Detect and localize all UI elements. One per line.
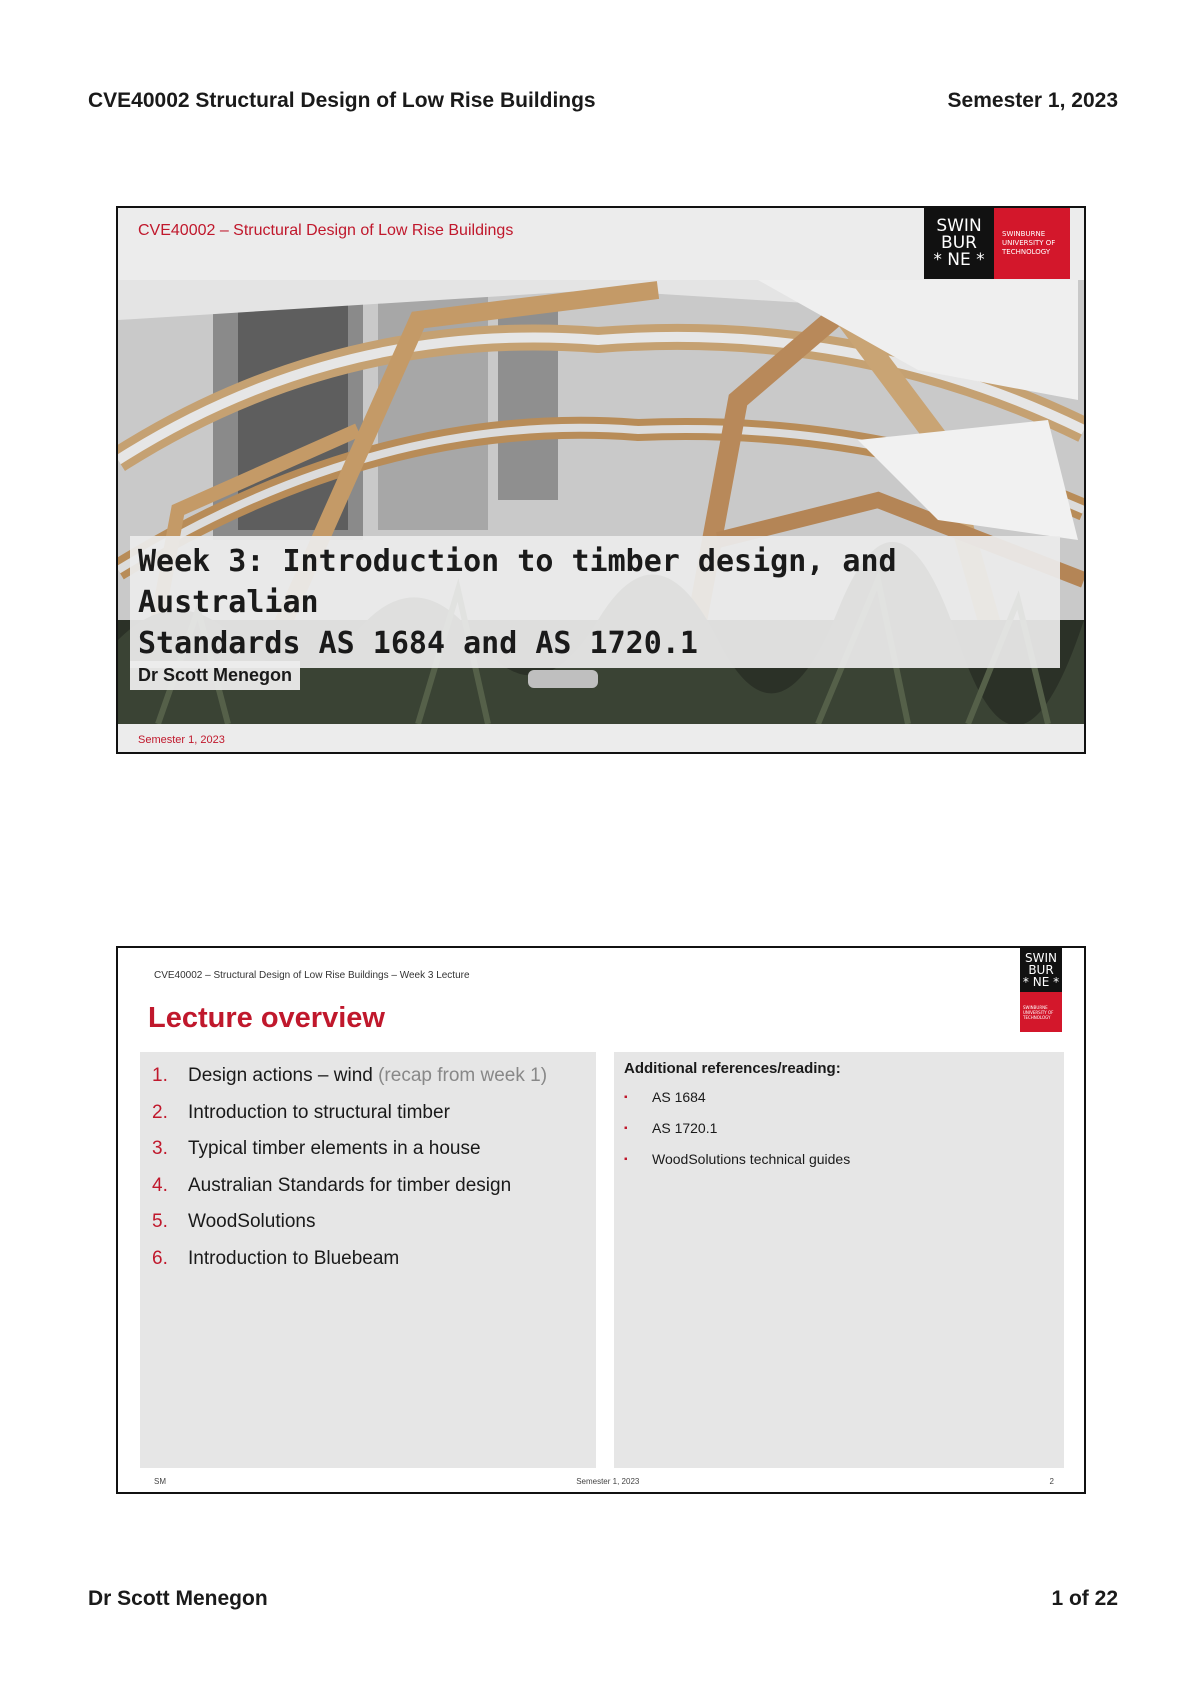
overview-item-text: [188, 1065, 547, 1087]
references-heading: Additional references/reading:: [624, 1060, 841, 1077]
document-semester: Semester 1, 2023: [947, 89, 1118, 112]
logo-tagline-1: SWINBURNE: [1023, 1004, 1048, 1010]
slide-title: [130, 536, 1060, 668]
page-counter: 1 of 22: [1051, 1587, 1118, 1610]
overview-item-number: 4.: [152, 1174, 168, 1196]
logo-tagline-2: UNIVERSITY OF: [1002, 238, 1056, 247]
bullet-icon: ▪: [624, 1123, 628, 1134]
slide-2-lecture-overview: [116, 946, 1086, 1494]
overview-item-number: 5.: [152, 1211, 168, 1233]
logo-line-1: SWIN: [1025, 950, 1057, 965]
logo-tagline-3: TECHNOLOGY: [1023, 1014, 1051, 1020]
swinburne-logo: [1020, 948, 1062, 1032]
overview-panel: [140, 1052, 596, 1468]
slide-title-line-1: Week 3: Introduction to timber design, and Australian: [138, 544, 897, 620]
slide-title-line-2: Standards AS 1684 and AS 1720.1: [138, 625, 698, 661]
page-footer: [88, 1587, 1118, 1611]
logo-tagline-2: UNIVERSITY OF: [1023, 1009, 1054, 1015]
overview-item: [152, 1095, 584, 1132]
overview-item-label: Introduction to structural timber: [188, 1101, 450, 1123]
logo-wordmark: [1020, 948, 1062, 992]
bullet-icon: ▪: [624, 1092, 628, 1103]
logo-line-3: * NE *: [933, 250, 985, 271]
slide-heading: Lecture overview: [148, 1002, 385, 1034]
reference-item: [624, 1089, 1054, 1120]
slide-course-label: CVE40002 – Structural Design of Low Rise Buildings: [138, 222, 514, 239]
reference-text: AS 1684: [652, 1089, 706, 1105]
slide-author: Dr Scott Menegon: [130, 661, 300, 690]
reference-item: [624, 1120, 1054, 1151]
overview-item-label: Typical timber elements in a house: [188, 1138, 481, 1160]
bullet-icon: ▪: [624, 1154, 628, 1165]
slide-page-number: 2: [1049, 1477, 1054, 1486]
overview-item: [152, 1058, 584, 1095]
overview-item-number: 6.: [152, 1247, 168, 1269]
overview-item-label: Australian Standards for timber design: [188, 1174, 512, 1196]
overview-item-label: Introduction to Bluebeam: [188, 1247, 400, 1269]
reference-text: AS 1720.1: [652, 1120, 718, 1136]
overview-item: [152, 1204, 584, 1241]
logo-line-2: BUR: [941, 232, 977, 253]
overview-item-number: 1.: [152, 1065, 168, 1087]
page-header: [88, 89, 1118, 113]
overview-item-number: 2.: [152, 1101, 168, 1123]
logo-line-2: BUR: [1028, 962, 1054, 977]
logo-wordmark: [924, 208, 994, 279]
logo-line-3: * NE *: [1022, 975, 1060, 990]
overview-item-number: 3.: [152, 1138, 168, 1160]
slide-course-label: CVE40002 – Structural Design of Low Rise Buildings – Week 3 Lecture: [154, 970, 470, 981]
overview-item: [152, 1168, 584, 1205]
overview-item: [152, 1241, 584, 1278]
slide-1-title-slide: [116, 206, 1086, 754]
logo-tagline-1: SWINBURNE: [1002, 229, 1046, 238]
slide-footer-semester: Semester 1, 2023: [576, 1477, 640, 1486]
overview-item: [152, 1131, 584, 1168]
logo-tagline: [1020, 992, 1062, 1032]
swinburne-logo: [924, 208, 1070, 279]
reference-item: [624, 1151, 1054, 1182]
slide-footer-author: SM: [154, 1477, 166, 1486]
logo-tagline: [994, 208, 1070, 279]
overview-item-label: Design actions – wind: [188, 1065, 379, 1087]
logo-line-1: SWIN: [936, 215, 982, 236]
slide-footer: [154, 1477, 1054, 1486]
slide-semester: Semester 1, 2023: [138, 734, 225, 746]
reference-text: WoodSolutions technical guides: [652, 1151, 851, 1167]
logo-tagline-3: TECHNOLOGY: [1002, 248, 1051, 257]
references-panel: [614, 1052, 1064, 1468]
document-course-title: CVE40002 Structural Design of Low Rise Buildings: [88, 89, 596, 112]
overview-item-label: WoodSolutions: [188, 1211, 316, 1233]
document-author: Dr Scott Menegon: [88, 1587, 268, 1610]
overview-item-recap-note: (recap from week 1): [378, 1065, 548, 1087]
